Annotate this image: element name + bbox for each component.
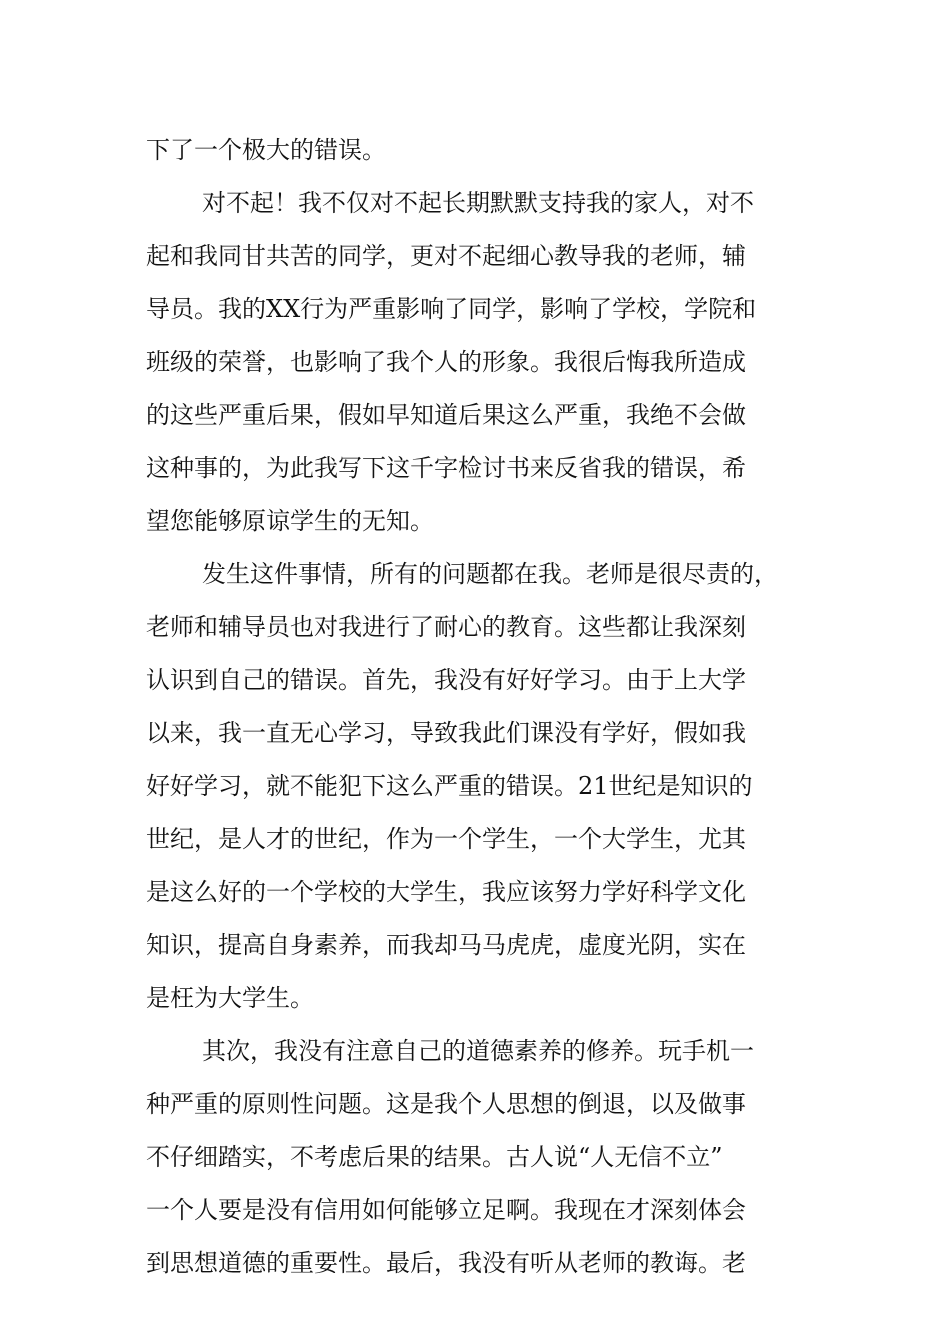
text-line: 不仔细踏实，不考虑后果的结果。古人说“人无信不立” [146,1143,723,1171]
text-line: 对不起！我不仅对不起长期默默支持我的家人，对不 [202,189,754,217]
text-line: 认识到自己的错误。首先，我没有好好学习。由于上大学 [146,666,746,694]
text-line: 发生这件事情，所有的问题都在我。老师是很尽责的， [202,560,778,588]
text-line: 到思想道德的重要性。最后，我没有听从老师的教诲。老 [146,1249,746,1277]
text-line: 世纪，是人才的世纪，作为一个学生，一个大学生，尤其 [146,825,746,853]
text-line: 这种事的，为此我写下这千字检讨书来反省我的错误，希 [146,454,746,482]
text-line: 知识，提高自身素养，而我却马马虎虎，虚度光阴，实在 [146,931,746,959]
text-line: 好好学习，就不能犯下这么严重的错误。21世纪是知识的 [146,772,753,800]
text-line: 下了一个极大的错误。 [146,136,386,164]
text-line: 起和我同甘共苦的同学，更对不起细心教导我的老师，辅 [146,242,746,270]
text-line: 是这么好的一个学校的大学生，我应该努力学好科学文化 [146,878,746,906]
text-line: 班级的荣誉，也影响了我个人的形象。我很后悔我所造成 [146,348,746,376]
text-line: 一个人要是没有信用如何能够立足啊。我现在才深刻体会 [146,1196,746,1224]
text-line: 的这些严重后果，假如早知道后果这么严重，我绝不会做 [146,401,746,429]
text-line: 老师和辅导员也对我进行了耐心的教育。这些都让我深刻 [146,613,746,641]
text-line: 以来，我一直无心学习，导致我此们课没有学好，假如我 [146,719,746,747]
text-line: 望您能够原谅学生的无知。 [146,507,434,535]
text-line: 是枉为大学生。 [146,984,314,1012]
text-line: 其次，我没有注意自己的道德素养的修养。玩手机一 [202,1037,754,1065]
document-body [146,124,826,1290]
text-line: 导员。我的XX行为严重影响了同学，影响了学校，学院和 [146,295,757,323]
text-line: 种严重的原则性问题。这是我个人思想的倒退，以及做事 [146,1090,746,1118]
